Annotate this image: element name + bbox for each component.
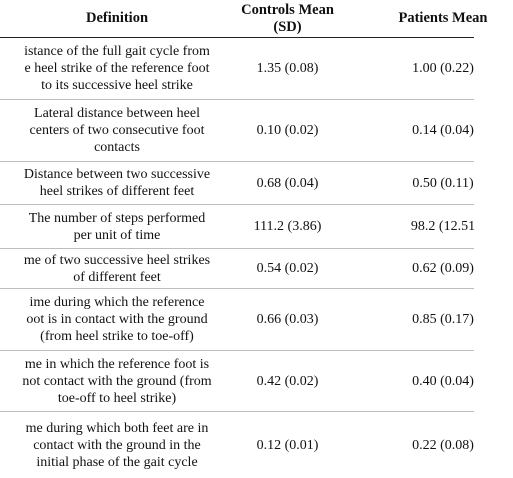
definition-line: not contact with the ground (from — [22, 373, 212, 389]
definition-cell — [0, 289, 244, 350]
definition-line: Lateral distance between heel — [34, 106, 200, 121]
table-row — [0, 412, 474, 478]
table-row — [0, 351, 474, 412]
definition-line: me in which the reference foot is — [24, 356, 210, 372]
controls-cell — [220, 100, 355, 161]
definition-line: The number of steps performed — [28, 210, 206, 226]
patients-value: 0.50 (0.11) — [412, 175, 474, 191]
controls-cell — [220, 289, 355, 350]
controls-value: 1.35 (0.08) — [256, 61, 319, 76]
header-definition — [0, 0, 244, 37]
definition-line: me during which both feet are in — [25, 420, 209, 436]
controls-value: 0.42 (0.02) — [256, 373, 319, 389]
patients-value: 0.62 (0.09) — [412, 261, 474, 276]
patients-value: 0.85 (0.17) — [412, 312, 474, 327]
patients-value: 0.22 (0.08) — [412, 437, 474, 453]
controls-cell — [220, 205, 355, 248]
controls-cell — [220, 38, 355, 99]
table-row — [0, 100, 474, 162]
definition-line: to its successive heel strike — [41, 78, 193, 93]
table-row — [0, 289, 474, 351]
controls-value: 0.68 (0.04) — [256, 175, 319, 191]
definition-cell — [0, 38, 244, 99]
definition-line: Distance between two successive — [23, 167, 211, 182]
table-row — [0, 249, 474, 289]
header-patients-label: Patients Mean — [398, 10, 488, 26]
controls-value: 111.2 (3.86) — [253, 219, 322, 234]
patients-cell — [373, 162, 513, 204]
patients-cell — [373, 289, 513, 350]
patients-value: 0.40 (0.04) — [412, 373, 474, 389]
definition-line: contact with the ground in the — [33, 437, 201, 453]
patients-value: 98.2 (12.51 — [410, 219, 476, 234]
patients-value: 0.14 (0.04) — [412, 123, 474, 138]
patients-cell — [373, 412, 513, 478]
definition-cell — [0, 249, 244, 288]
definition-line: heel strikes of different feet — [39, 184, 195, 199]
header-definition-label: Definition — [85, 10, 149, 26]
patients-cell — [373, 205, 513, 248]
definition-line: oot is in contact with the ground — [26, 312, 208, 327]
definition-line: of different feet — [73, 269, 161, 285]
definition-line: ime during which the reference — [29, 295, 205, 310]
definition-line: me of two successive heel strikes — [23, 252, 211, 268]
patients-cell — [373, 100, 513, 161]
table-row — [0, 38, 474, 100]
controls-value: 0.12 (0.01) — [256, 437, 319, 453]
definition-cell — [0, 100, 244, 161]
controls-cell — [220, 249, 355, 288]
controls-value: 0.54 (0.02) — [256, 261, 319, 276]
definition-line: initial phase of the gait cycle — [36, 454, 198, 470]
definition-line: (from heel strike to toe-off) — [40, 329, 194, 344]
definition-line: centers of two consecutive foot — [29, 123, 205, 138]
definition-cell — [0, 351, 244, 411]
controls-cell — [220, 351, 355, 411]
patients-value: 1.00 (0.22) — [412, 61, 474, 76]
table-row — [0, 162, 474, 205]
table-header-row — [0, 0, 488, 38]
table-row — [0, 205, 474, 249]
definition-line: contacts — [94, 140, 140, 155]
header-controls-line2: (SD) — [273, 18, 302, 35]
header-patients — [373, 0, 513, 37]
patients-cell — [373, 38, 513, 99]
definition-line: istance of the full gait cycle from — [24, 44, 210, 59]
definition-cell — [0, 205, 244, 248]
definition-cell — [0, 412, 244, 478]
patients-cell — [373, 249, 513, 288]
definition-cell — [0, 162, 244, 204]
definition-line: per unit of time — [73, 227, 161, 243]
header-controls-line1: Controls Mean — [241, 1, 334, 18]
definition-line: e heel strike of the reference foot — [24, 61, 210, 76]
controls-cell — [220, 162, 355, 204]
header-controls — [220, 0, 355, 37]
controls-value: 0.66 (0.03) — [256, 312, 319, 327]
definition-line: toe-off to heel strike) — [57, 390, 177, 406]
patients-cell — [373, 351, 513, 411]
controls-value: 0.10 (0.02) — [256, 123, 319, 138]
controls-cell — [220, 412, 355, 478]
